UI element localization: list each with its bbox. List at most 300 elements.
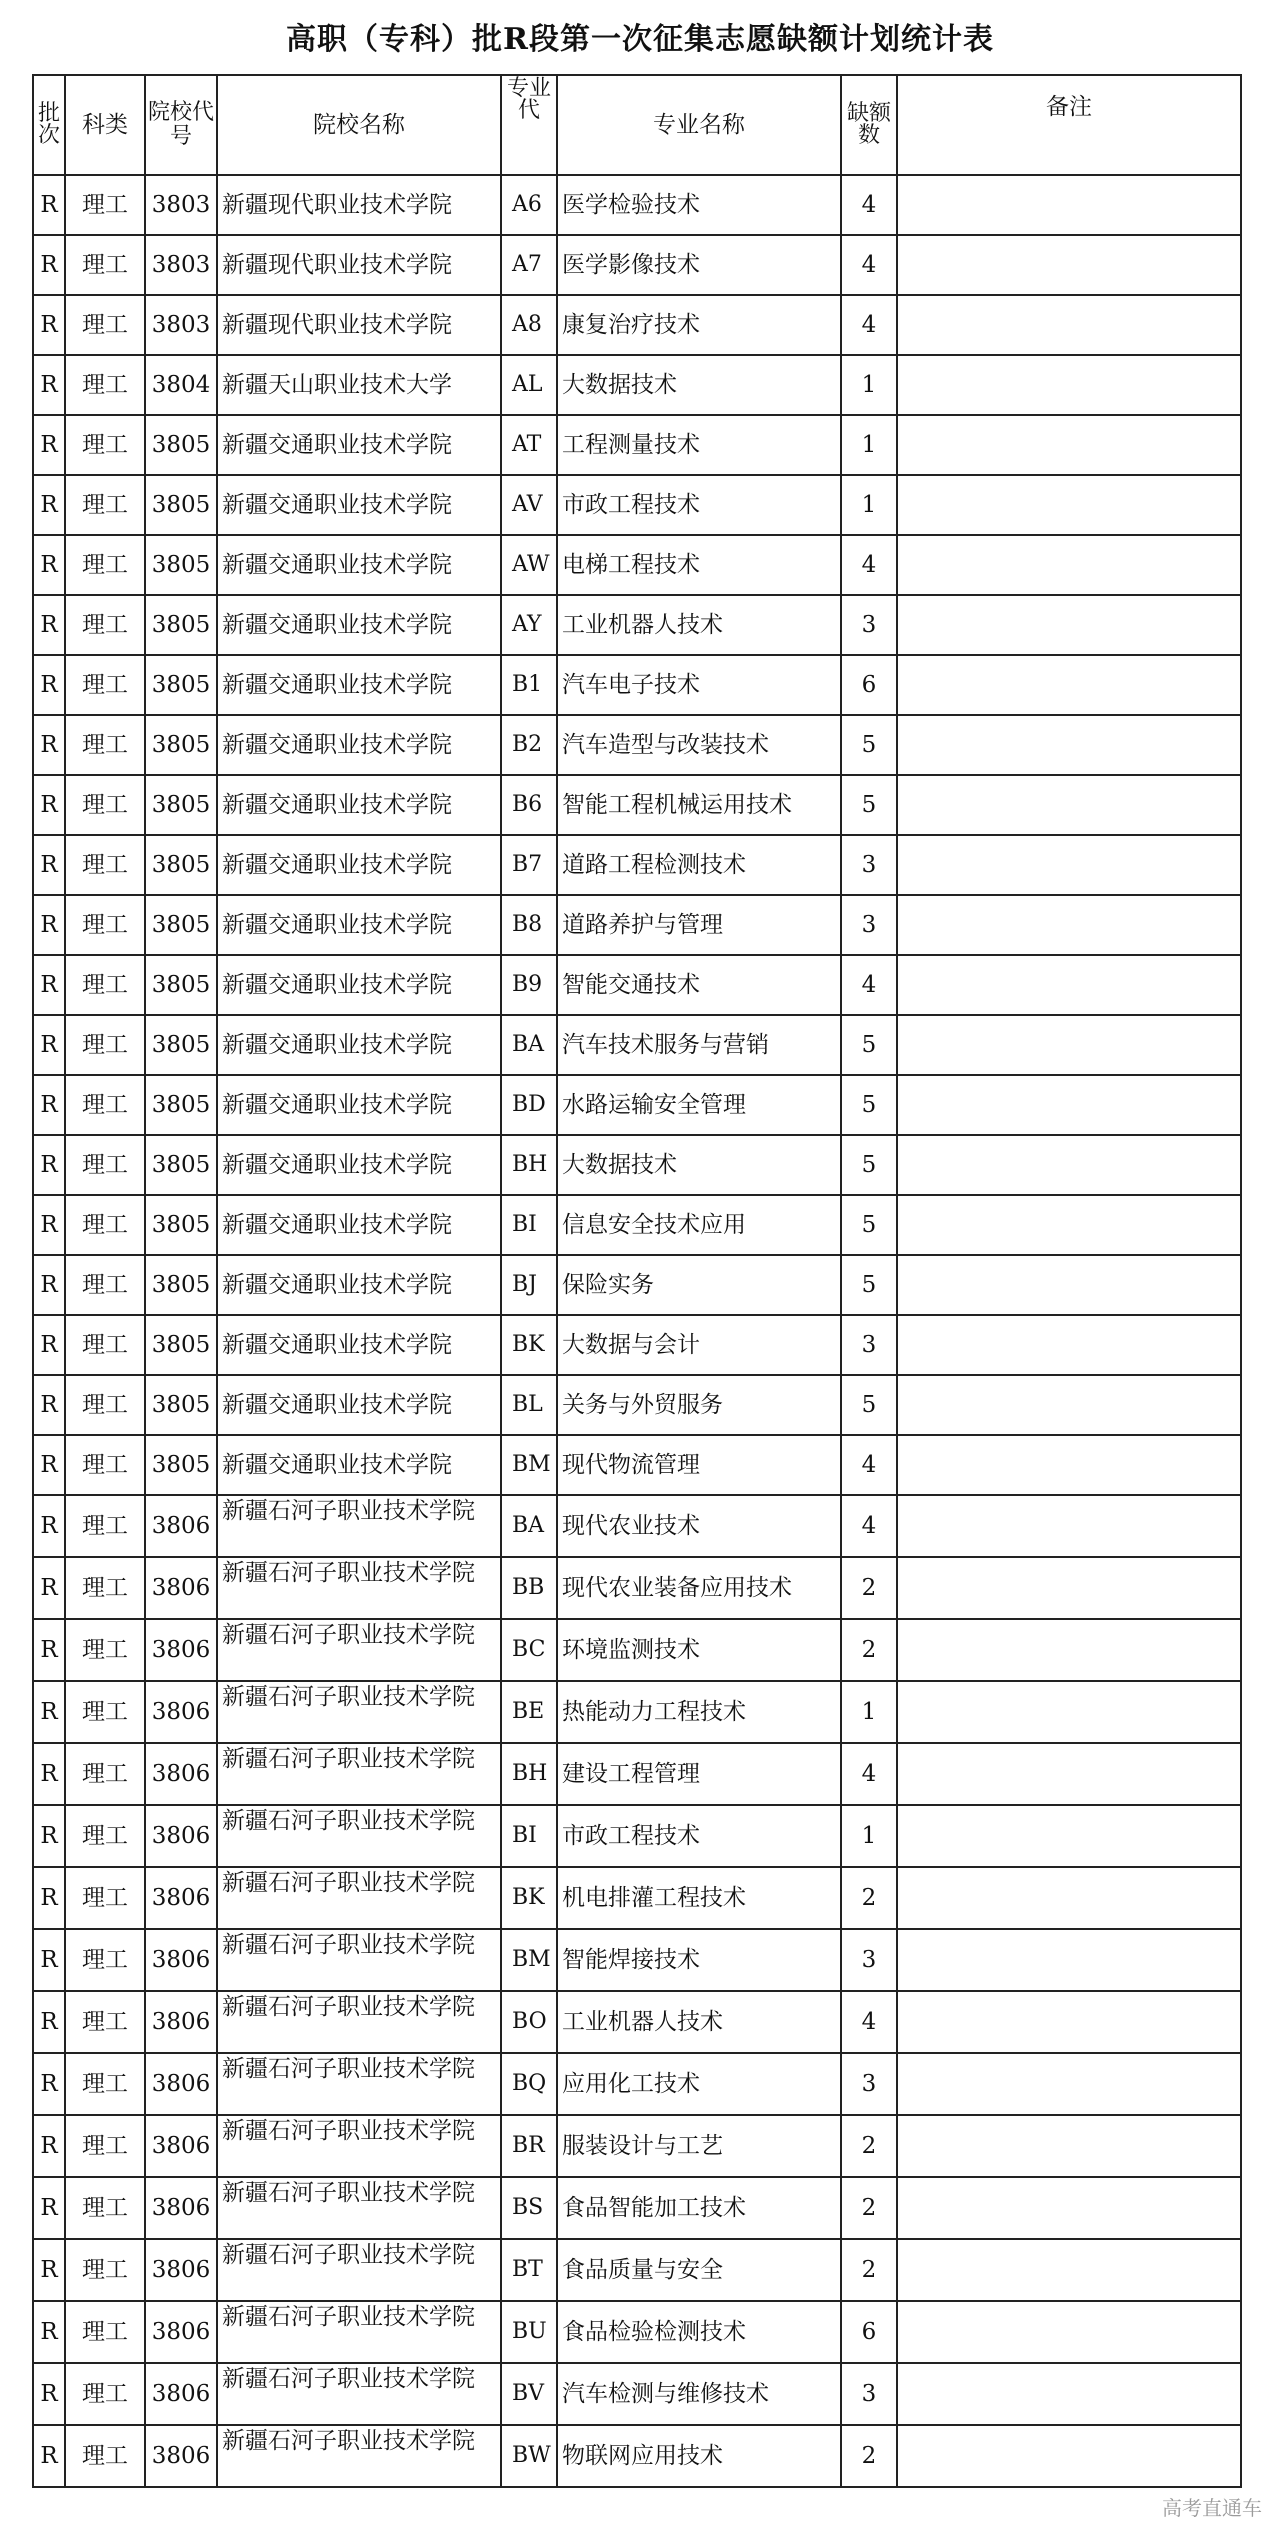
cell-major-code: BE	[501, 1681, 557, 1743]
cell-category: 理工	[65, 655, 145, 715]
cell-school-code: 3806	[145, 1681, 217, 1743]
cell-batch: R	[33, 1929, 65, 1991]
cell-batch: R	[33, 535, 65, 595]
cell-category: 理工	[65, 595, 145, 655]
cell-batch: R	[33, 1195, 65, 1255]
cell-school-code: 3806	[145, 2301, 217, 2363]
cell-category: 理工	[65, 1805, 145, 1867]
cell-vacancy: 3	[841, 1929, 897, 1991]
cell-remark	[897, 715, 1241, 775]
cell-major-name: 水路运输安全管理	[557, 1075, 841, 1135]
cell-category: 理工	[65, 415, 145, 475]
cell-batch: R	[33, 2425, 65, 2487]
cell-category: 理工	[65, 1435, 145, 1495]
cell-vacancy: 5	[841, 1075, 897, 1135]
cell-school-name: 新疆石河子职业技术学院	[217, 1805, 501, 1867]
cell-school-name: 新疆石河子职业技术学院	[217, 1991, 501, 2053]
cell-major-code: BK	[501, 1867, 557, 1929]
cell-batch: R	[33, 775, 65, 835]
cell-school-name: 新疆交通职业技术学院	[217, 955, 501, 1015]
cell-batch: R	[33, 1075, 65, 1135]
cell-remark	[897, 175, 1241, 235]
cell-major-code: BU	[501, 2301, 557, 2363]
cell-major-code: BJ	[501, 1255, 557, 1315]
cell-major-code: AL	[501, 355, 557, 415]
cell-major-name: 机电排灌工程技术	[557, 1867, 841, 1929]
cell-school-name: 新疆现代职业技术学院	[217, 235, 501, 295]
cell-vacancy: 2	[841, 1557, 897, 1619]
cell-batch: R	[33, 475, 65, 535]
cell-major-name: 康复治疗技术	[557, 295, 841, 355]
cell-major-code: A6	[501, 175, 557, 235]
cell-school-name: 新疆石河子职业技术学院	[217, 1681, 501, 1743]
cell-major-name: 环境监测技术	[557, 1619, 841, 1681]
cell-batch: R	[33, 895, 65, 955]
cell-school-code: 3805	[145, 955, 217, 1015]
cell-batch: R	[33, 355, 65, 415]
cell-batch: R	[33, 235, 65, 295]
cell-batch: R	[33, 955, 65, 1015]
cell-batch: R	[33, 175, 65, 235]
cell-vacancy: 2	[841, 2425, 897, 2487]
cell-school-code: 3806	[145, 1557, 217, 1619]
table-row	[33, 415, 1241, 475]
cell-school-name: 新疆石河子职业技术学院	[217, 1495, 501, 1557]
cell-major-name: 保险实务	[557, 1255, 841, 1315]
cell-batch: R	[33, 1619, 65, 1681]
cell-category: 理工	[65, 955, 145, 1015]
cell-school-code: 3806	[145, 2115, 217, 2177]
cell-vacancy: 5	[841, 775, 897, 835]
table-row	[33, 1135, 1241, 1195]
cell-school-code: 3805	[145, 895, 217, 955]
cell-major-name: 信息安全技术应用	[557, 1195, 841, 1255]
cell-school-name: 新疆交通职业技术学院	[217, 1075, 501, 1135]
cell-batch: R	[33, 835, 65, 895]
cell-remark	[897, 835, 1241, 895]
cell-major-code: BW	[501, 2425, 557, 2487]
table-row	[33, 1557, 1241, 1619]
cell-category: 理工	[65, 715, 145, 775]
cell-remark	[897, 1619, 1241, 1681]
cell-major-name: 市政工程技术	[557, 1805, 841, 1867]
cell-category: 理工	[65, 475, 145, 535]
cell-remark	[897, 955, 1241, 1015]
cell-remark	[897, 1015, 1241, 1075]
cell-batch: R	[33, 1867, 65, 1929]
cell-category: 理工	[65, 1255, 145, 1315]
cell-category: 理工	[65, 1991, 145, 2053]
table-row	[33, 955, 1241, 1015]
cell-batch: R	[33, 2053, 65, 2115]
cell-vacancy: 2	[841, 2115, 897, 2177]
cell-vacancy: 5	[841, 1255, 897, 1315]
cell-remark	[897, 2239, 1241, 2301]
cell-school-name: 新疆石河子职业技术学院	[217, 2363, 501, 2425]
cell-category: 理工	[65, 175, 145, 235]
cell-vacancy: 2	[841, 2177, 897, 2239]
cell-school-code: 3806	[145, 1619, 217, 1681]
cell-school-name: 新疆交通职业技术学院	[217, 595, 501, 655]
cell-major-name: 智能工程机械运用技术	[557, 775, 841, 835]
cell-school-name: 新疆石河子职业技术学院	[217, 2425, 501, 2487]
table-row	[33, 1375, 1241, 1435]
table-row	[33, 1435, 1241, 1495]
cell-vacancy: 1	[841, 415, 897, 475]
cell-major-code: AT	[501, 415, 557, 475]
cell-batch: R	[33, 295, 65, 355]
cell-major-name: 食品检验检测技术	[557, 2301, 841, 2363]
page-title: 高职（专科）批R段第一次征集志愿缺额计划统计表	[286, 22, 994, 57]
cell-category: 理工	[65, 235, 145, 295]
cell-batch: R	[33, 1015, 65, 1075]
cell-vacancy: 4	[841, 955, 897, 1015]
cell-remark	[897, 2363, 1241, 2425]
cell-major-name: 汽车技术服务与营销	[557, 1015, 841, 1075]
table-row	[33, 1619, 1241, 1681]
cell-school-code: 3805	[145, 1315, 217, 1375]
cell-major-code: BQ	[501, 2053, 557, 2115]
cell-school-name: 新疆现代职业技术学院	[217, 295, 501, 355]
table-row	[33, 1495, 1241, 1557]
cell-school-name: 新疆交通职业技术学院	[217, 1435, 501, 1495]
cell-school-name: 新疆交通职业技术学院	[217, 715, 501, 775]
cell-major-name: 工业机器人技术	[557, 595, 841, 655]
cell-batch: R	[33, 1315, 65, 1375]
cell-major-code: BM	[501, 1435, 557, 1495]
cell-batch: R	[33, 1991, 65, 2053]
cell-batch: R	[33, 1557, 65, 1619]
cell-major-name: 服装设计与工艺	[557, 2115, 841, 2177]
cell-vacancy: 3	[841, 1315, 897, 1375]
cell-school-code: 3806	[145, 1495, 217, 1557]
cell-major-name: 大数据技术	[557, 355, 841, 415]
cell-major-name: 汽车电子技术	[557, 655, 841, 715]
cell-remark	[897, 1867, 1241, 1929]
cell-school-code: 3805	[145, 1195, 217, 1255]
cell-school-code: 3805	[145, 595, 217, 655]
cell-school-name: 新疆现代职业技术学院	[217, 175, 501, 235]
cell-category: 理工	[65, 1495, 145, 1557]
cell-major-name: 热能动力工程技术	[557, 1681, 841, 1743]
table-row	[33, 835, 1241, 895]
cell-vacancy: 5	[841, 715, 897, 775]
cell-school-code: 3806	[145, 2177, 217, 2239]
cell-school-code: 3806	[145, 2053, 217, 2115]
cell-vacancy: 6	[841, 2301, 897, 2363]
cell-school-code: 3805	[145, 535, 217, 595]
cell-school-name: 新疆石河子职业技术学院	[217, 1929, 501, 1991]
cell-vacancy: 3	[841, 595, 897, 655]
cell-remark	[897, 1195, 1241, 1255]
table-row	[33, 1195, 1241, 1255]
cell-batch: R	[33, 655, 65, 715]
cell-major-name: 工程测量技术	[557, 415, 841, 475]
cell-school-name: 新疆石河子职业技术学院	[217, 2301, 501, 2363]
cell-category: 理工	[65, 1375, 145, 1435]
cell-major-code: AY	[501, 595, 557, 655]
cell-major-code: BR	[501, 2115, 557, 2177]
cell-remark	[897, 295, 1241, 355]
cell-vacancy: 4	[841, 1743, 897, 1805]
cell-major-name: 道路工程检测技术	[557, 835, 841, 895]
cell-major-code: BK	[501, 1315, 557, 1375]
cell-school-name: 新疆交通职业技术学院	[217, 835, 501, 895]
cell-vacancy: 3	[841, 895, 897, 955]
cell-category: 理工	[65, 1619, 145, 1681]
cell-remark	[897, 2115, 1241, 2177]
cell-major-code: BH	[501, 1135, 557, 1195]
cell-major-code: BC	[501, 1619, 557, 1681]
cell-category: 理工	[65, 295, 145, 355]
cell-batch: R	[33, 1681, 65, 1743]
cell-vacancy: 3	[841, 2053, 897, 2115]
cell-category: 理工	[65, 2363, 145, 2425]
cell-batch: R	[33, 1375, 65, 1435]
table-row	[33, 235, 1241, 295]
cell-school-code: 3806	[145, 1929, 217, 1991]
table-row	[33, 1991, 1241, 2053]
cell-remark	[897, 1805, 1241, 1867]
cell-batch: R	[33, 2301, 65, 2363]
cell-school-name: 新疆交通职业技术学院	[217, 655, 501, 715]
cell-major-name: 关务与外贸服务	[557, 1375, 841, 1435]
cell-school-code: 3805	[145, 1255, 217, 1315]
cell-remark	[897, 1495, 1241, 1557]
cell-category: 理工	[65, 1195, 145, 1255]
cell-category: 理工	[65, 835, 145, 895]
cell-vacancy: 2	[841, 1619, 897, 1681]
cell-vacancy: 5	[841, 1195, 897, 1255]
cell-remark	[897, 1681, 1241, 1743]
cell-major-name: 应用化工技术	[557, 2053, 841, 2115]
cell-major-name: 大数据与会计	[557, 1315, 841, 1375]
cell-vacancy: 3	[841, 835, 897, 895]
cell-major-name: 现代农业技术	[557, 1495, 841, 1557]
cell-category: 理工	[65, 895, 145, 955]
header-remark: 备注	[897, 75, 1241, 175]
cell-remark	[897, 1991, 1241, 2053]
table-row	[33, 1743, 1241, 1805]
cell-remark	[897, 415, 1241, 475]
table-row	[33, 2301, 1241, 2363]
cell-school-code: 3806	[145, 2425, 217, 2487]
table-row	[33, 2239, 1241, 2301]
cell-school-name: 新疆石河子职业技术学院	[217, 2115, 501, 2177]
cell-vacancy: 2	[841, 2239, 897, 2301]
cell-school-code: 3806	[145, 2363, 217, 2425]
cell-category: 理工	[65, 1015, 145, 1075]
cell-batch: R	[33, 1135, 65, 1195]
cell-vacancy: 4	[841, 295, 897, 355]
cell-category: 理工	[65, 2177, 145, 2239]
cell-school-name: 新疆交通职业技术学院	[217, 1315, 501, 1375]
cell-category: 理工	[65, 1867, 145, 1929]
cell-major-code: AW	[501, 535, 557, 595]
cell-major-code: BS	[501, 2177, 557, 2239]
cell-major-name: 食品智能加工技术	[557, 2177, 841, 2239]
cell-vacancy: 5	[841, 1135, 897, 1195]
cell-remark	[897, 2425, 1241, 2487]
cell-school-code: 3804	[145, 355, 217, 415]
cell-major-name: 市政工程技术	[557, 475, 841, 535]
table-row	[33, 1681, 1241, 1743]
cell-major-code: BM	[501, 1929, 557, 1991]
cell-batch: R	[33, 415, 65, 475]
table-row	[33, 775, 1241, 835]
cell-remark	[897, 535, 1241, 595]
cell-major-code: B6	[501, 775, 557, 835]
table-row	[33, 1315, 1241, 1375]
cell-major-name: 电梯工程技术	[557, 535, 841, 595]
cell-school-code: 3806	[145, 1991, 217, 2053]
cell-vacancy: 4	[841, 535, 897, 595]
cell-batch: R	[33, 1805, 65, 1867]
cell-category: 理工	[65, 775, 145, 835]
cell-remark	[897, 2053, 1241, 2115]
cell-school-code: 3805	[145, 835, 217, 895]
header-major-code: 专业代	[501, 75, 557, 175]
cell-category: 理工	[65, 2301, 145, 2363]
cell-school-code: 3805	[145, 715, 217, 775]
table-row	[33, 715, 1241, 775]
cell-remark	[897, 1557, 1241, 1619]
cell-major-code: BV	[501, 2363, 557, 2425]
cell-category: 理工	[65, 535, 145, 595]
cell-batch: R	[33, 2115, 65, 2177]
cell-school-code: 3806	[145, 1743, 217, 1805]
cell-major-code: AV	[501, 475, 557, 535]
cell-school-name: 新疆交通职业技术学院	[217, 415, 501, 475]
cell-batch: R	[33, 595, 65, 655]
cell-school-code: 3805	[145, 415, 217, 475]
cell-major-code: BT	[501, 2239, 557, 2301]
cell-remark	[897, 1929, 1241, 1991]
table-row	[33, 355, 1241, 415]
cell-remark	[897, 355, 1241, 415]
cell-major-name: 道路养护与管理	[557, 895, 841, 955]
header-vacancy: 缺额数	[841, 75, 897, 175]
cell-school-name: 新疆石河子职业技术学院	[217, 1557, 501, 1619]
cell-category: 理工	[65, 1681, 145, 1743]
cell-vacancy: 4	[841, 175, 897, 235]
cell-vacancy: 1	[841, 1805, 897, 1867]
cell-major-code: BB	[501, 1557, 557, 1619]
watermark-text: 高考直通车	[1162, 2496, 1262, 2520]
table-row	[33, 1867, 1241, 1929]
cell-major-name: 医学检验技术	[557, 175, 841, 235]
cell-major-code: BH	[501, 1743, 557, 1805]
cell-school-code: 3805	[145, 1135, 217, 1195]
cell-batch: R	[33, 1743, 65, 1805]
cell-vacancy: 4	[841, 1495, 897, 1557]
cell-major-code: BD	[501, 1075, 557, 1135]
cell-major-name: 汽车检测与维修技术	[557, 2363, 841, 2425]
cell-major-code: BO	[501, 1991, 557, 2053]
cell-category: 理工	[65, 2053, 145, 2115]
table-row	[33, 1929, 1241, 1991]
cell-category: 理工	[65, 1929, 145, 1991]
table-row	[33, 2363, 1241, 2425]
cell-remark	[897, 655, 1241, 715]
cell-major-code: BA	[501, 1015, 557, 1075]
cell-vacancy: 4	[841, 235, 897, 295]
cell-school-name: 新疆交通职业技术学院	[217, 775, 501, 835]
header-batch: 批次	[33, 75, 65, 175]
cell-major-code: B1	[501, 655, 557, 715]
cell-school-code: 3803	[145, 235, 217, 295]
cell-major-code: A8	[501, 295, 557, 355]
cell-batch: R	[33, 2177, 65, 2239]
cell-school-name: 新疆交通职业技术学院	[217, 475, 501, 535]
cell-school-code: 3805	[145, 1015, 217, 1075]
cell-school-name: 新疆天山职业技术大学	[217, 355, 501, 415]
cell-remark	[897, 595, 1241, 655]
cell-category: 理工	[65, 1315, 145, 1375]
cell-batch: R	[33, 2239, 65, 2301]
table-row	[33, 2425, 1241, 2487]
cell-category: 理工	[65, 1075, 145, 1135]
cell-major-name: 智能交通技术	[557, 955, 841, 1015]
header-school-name: 院校名称	[217, 75, 501, 175]
table-row	[33, 2053, 1241, 2115]
cell-school-name: 新疆石河子职业技术学院	[217, 1743, 501, 1805]
cell-batch: R	[33, 1255, 65, 1315]
cell-school-code: 3806	[145, 1867, 217, 1929]
cell-school-code: 3806	[145, 1805, 217, 1867]
table-row	[33, 475, 1241, 535]
cell-major-name: 医学影像技术	[557, 235, 841, 295]
cell-category: 理工	[65, 1557, 145, 1619]
vacancy-table	[32, 74, 1242, 2488]
cell-major-name: 食品质量与安全	[557, 2239, 841, 2301]
cell-major-code: BL	[501, 1375, 557, 1435]
cell-remark	[897, 1135, 1241, 1195]
table-row	[33, 895, 1241, 955]
table-row	[33, 295, 1241, 355]
cell-major-code: BI	[501, 1195, 557, 1255]
cell-school-code: 3805	[145, 475, 217, 535]
cell-school-name: 新疆石河子职业技术学院	[217, 1619, 501, 1681]
cell-batch: R	[33, 1495, 65, 1557]
cell-major-code: A7	[501, 235, 557, 295]
table-row	[33, 2115, 1241, 2177]
table-row	[33, 595, 1241, 655]
cell-school-name: 新疆石河子职业技术学院	[217, 2239, 501, 2301]
cell-remark	[897, 775, 1241, 835]
cell-remark	[897, 1435, 1241, 1495]
cell-category: 理工	[65, 2239, 145, 2301]
cell-major-code: BA	[501, 1495, 557, 1557]
cell-school-code: 3803	[145, 295, 217, 355]
cell-major-name: 大数据技术	[557, 1135, 841, 1195]
cell-school-name: 新疆交通职业技术学院	[217, 535, 501, 595]
cell-major-code: BI	[501, 1805, 557, 1867]
cell-school-name: 新疆交通职业技术学院	[217, 1135, 501, 1195]
table-row	[33, 1075, 1241, 1135]
cell-school-name: 新疆石河子职业技术学院	[217, 1867, 501, 1929]
cell-school-code: 3805	[145, 775, 217, 835]
cell-remark	[897, 1375, 1241, 1435]
cell-remark	[897, 2301, 1241, 2363]
cell-school-name: 新疆交通职业技术学院	[217, 1375, 501, 1435]
cell-major-name: 现代农业装备应用技术	[557, 1557, 841, 1619]
cell-vacancy: 1	[841, 1681, 897, 1743]
cell-vacancy: 4	[841, 1435, 897, 1495]
cell-remark	[897, 1075, 1241, 1135]
cell-category: 理工	[65, 2115, 145, 2177]
cell-vacancy: 1	[841, 475, 897, 535]
